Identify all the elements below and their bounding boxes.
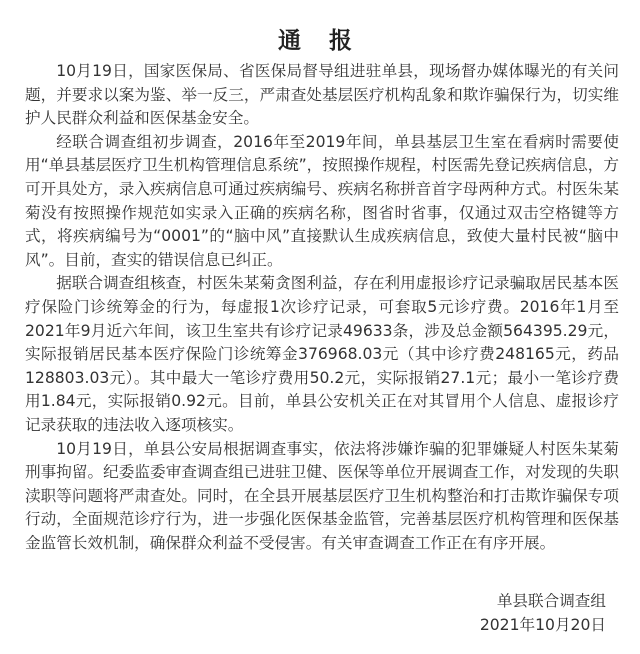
document-body <box>25 60 619 555</box>
signature-organization: 单县联合调查组 <box>496 592 606 610</box>
paragraph-1: 10月19日，国家医保局、省医保局督导组进驻单县，现场督办媒体曝光的有关问题，并要求以案为鉴、举一反三，严肃查处基层医疗机构乱象和欺诈骗保行为，切实维护人民群众利益和医保基金安全。 <box>25 62 619 128</box>
paragraph-2: 经联合调查组初步调查，2016年至2019年间，单县基层卫生室在看病时需要使用“单县基层医疗卫生机构管理信息系统”，按照操作规程，村医需先登记疾病信息，方可开具处方，录入疾病信息可通过疾病编号、疾病名称拼音首字母两种方式。村医朱某菊没有按照操作规范如实录入正确的疾病名称，图省时省事，仅通过双击空格键等方式，将疾病编号为“0001”的“脑中风”直接默认生成疾病信息，致使大量村民被“脑中风”。目前，查实的错误信息已纠正。 <box>25 132 619 269</box>
signature-date: 2021年10月20日 <box>479 616 606 634</box>
paragraph-3: 据联合调查组核查，村医朱某菊贪图利益，存在利用虚报诊疗记录骗取居民基本医疗保险门诊统筹金的行为，每虚报1次诊疗记录，可套取5元诊疗费。2016年1月至2021年9月近六年间，该卫生室共有诊疗记录49633条，涉及总金额564395.29元，实际报销居民基本医疗保险门诊统筹金376968.03元（其中诊疗费248165元，药品128803.03元）。其中最大一笔诊疗费用50.2元，实际报销27.1元；最小一笔诊疗费用1.84元，实际报销0.92元。目前，单县公安机关正在对其冒用个人信息、虚报诊疗记录获取的违法收入逐项核实。 <box>25 274 619 434</box>
signature-block <box>480 589 606 637</box>
paragraph-4: 10月19日，单县公安局根据调查事实，依法将涉嫌诈骗的犯罪嫌疑人村医朱某菊刑事拘留。纪委监委审查调查组已进驻卫健、医保等单位开展调查工作，对发现的失职渎职等问题将严肃查处。同时，在全县开展基层医疗卫生机构整治和打击欺诈骗保专项行动，全面规范诊疗行为，进一步强化医保基金监管，完善基层医疗机构管理和医保基金监管长效机制，确保群众利益不受侵害。有关审查调查工作正在有序开展。 <box>25 439 619 552</box>
document-title: 通 报 <box>277 28 362 54</box>
